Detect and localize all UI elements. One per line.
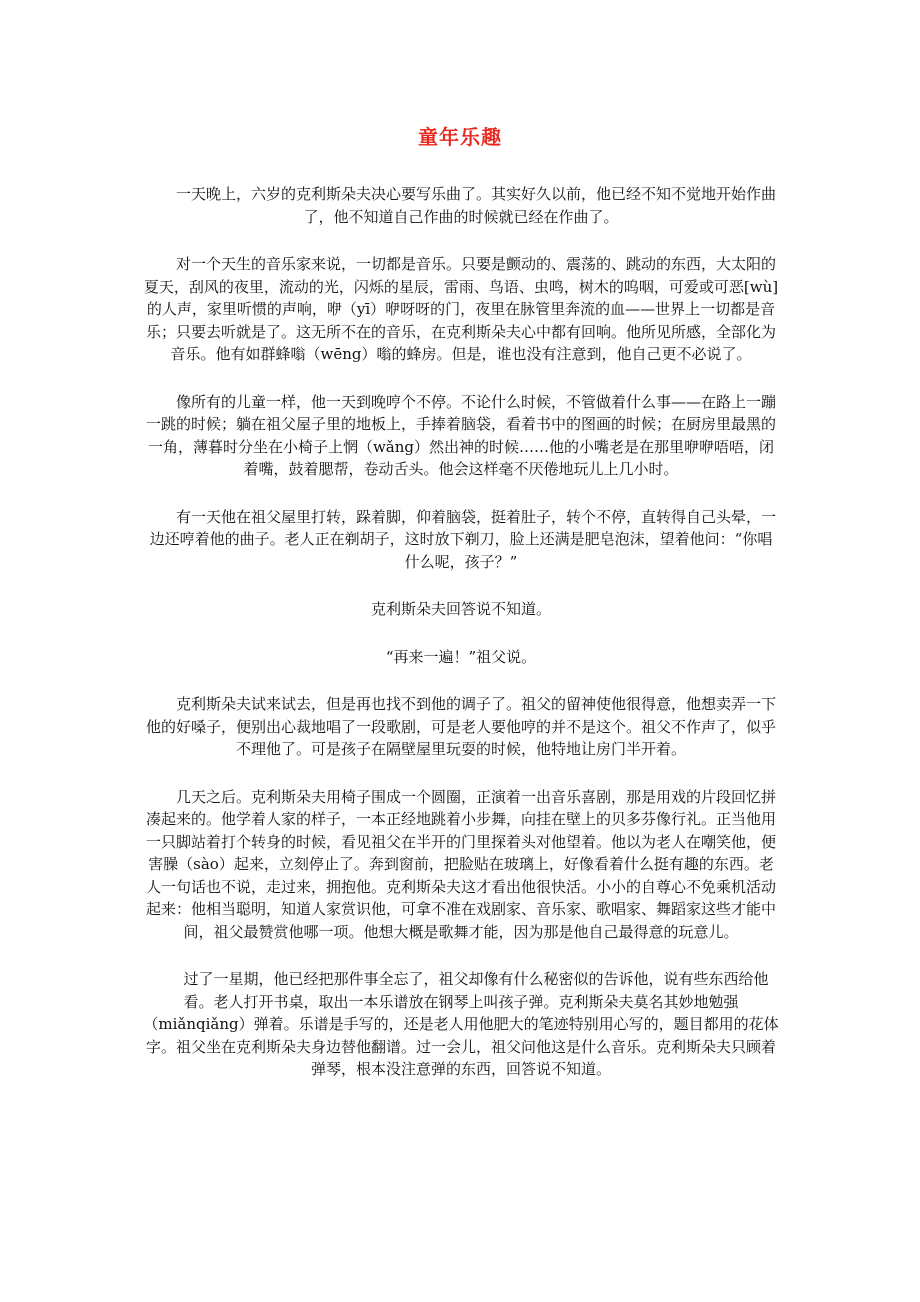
paragraph-7: 克利斯朵夫试来试去，但是再也找不到他的调子了。祖父的留神使他很得意，他想卖弄一下他的好嗓子，便别出心裁地唱了一段歌剧，可是老人要他哼的并不是这个。祖父不作声了，似乎不理他了。可是孩子在隔壁屋里玩耍的时候，他特地让房门半开着。 xyxy=(145,695,776,758)
document-body xyxy=(143,183,779,1106)
paragraph-8: 几天之后。克利斯朵夫用椅子围成一个圆圈，正演着一出音乐喜剧，那是用戏的片段回忆拼凑起来的。他学着人家的样子，一本正经地跳着小步舞，向挂在壁上的贝多芬像行礼。正当他用一只脚站着打个转身的时候，看见祖父在半开的门里探着头对他望着。他以为老人在嘲笑他，便害臊（sào）起来，立刻停止了。奔到窗前，把脸贴在玻璃上，好像看着什么挺有趣的东西。老人一句话也不说，走过来，拥抱他。克利斯朵夫这才看出他很快活。小小的自尊心不免乘机活动起来：他相当聪明，知道人家赏识他，可拿不准在戏剧家、音乐家、歌唱家、舞蹈家这些才能中间，祖父最赞赏他哪一项。他想大概是歌舞才能，因为那是他自己最得意的玩意儿。 xyxy=(145,787,776,941)
paragraph-9: 过了一星期，他已经把那件事全忘了，祖父却像有什么秘密似的告诉他，说有些东西给他看。老人打开书桌，取出一本乐谱放在钢琴上叫孩子弹。克利斯朵夫莫名其妙地勉强（miǎnqiǎng）弹着。乐谱是手写的，还是老人用他肥大的笔迹特别用心写的，题目都用的花体字。祖父坐在克利斯朵夫身边替他翻谱。过一会儿，祖父问他这是什么音乐。克利斯朵夫只顾着弹琴，根本没注意弹的东西，回答说不知道。 xyxy=(143,970,779,1078)
paragraph-4: 有一天他在祖父屋里打转，跺着脚，仰着脑袋，挺着肚子，转个不停，直转得自己头晕，一边还哼着他的曲子。老人正在剃胡子，这时放下剃刀，脸上还满是肥皂泡沫，望着他问：“你唱什么呢，孩子？” xyxy=(149,507,776,571)
paragraph-6: “再来一遍！”祖父说。 xyxy=(385,647,537,666)
document-title: 童年乐趣 xyxy=(418,125,502,149)
paragraph-3: 像所有的儿童一样，他一天到晚哼个不停。不论什么时候，不管做着什么事——在路上一蹦一跳的时候；躺在祖父屋子里的地板上，手捧着脑袋，看着书中的图画的时候；在厨房里最黑的一角，薄暮时分坐在小椅子上惘（wǎng）然出神的时候……他的小嘴老是在那里咿咿唔唔，闭着嘴，鼓着腮帮，卷动舌头。他会这样毫不厌倦地玩儿上几小时。 xyxy=(145,392,776,478)
paragraph-1: 一天晚上，六岁的克利斯朵夫决心要写乐曲了。其实好久以前，他已经不知不觉地开始作曲了，他不知道自己作曲的时候就已经在作曲了。 xyxy=(175,185,776,226)
paragraph-2: 对一个天生的音乐家来说，一切都是音乐。只要是颤动的、震荡的、跳动的东西，大太阳的夏天，刮风的夜里，流动的光，闪烁的星辰，雷雨、鸟语、虫鸣，树木的呜咽，可爱或可恶[wù]的人声，家里听惯的声响，咿（yī）咿呀呀的门，夜里在脉管里奔流的血——世界上一切都是音乐；只要去听就是了。这无所不在的音乐，在克利斯朵夫心中都有回响。他所见所感，全部化为音乐。他有如群蜂嗡（wēng）嗡的蜂房。但是，谁也没有注意到，他自己更不必说了。 xyxy=(143,255,779,363)
paragraph-5: 克利斯朵夫回答说不知道。 xyxy=(370,600,551,618)
